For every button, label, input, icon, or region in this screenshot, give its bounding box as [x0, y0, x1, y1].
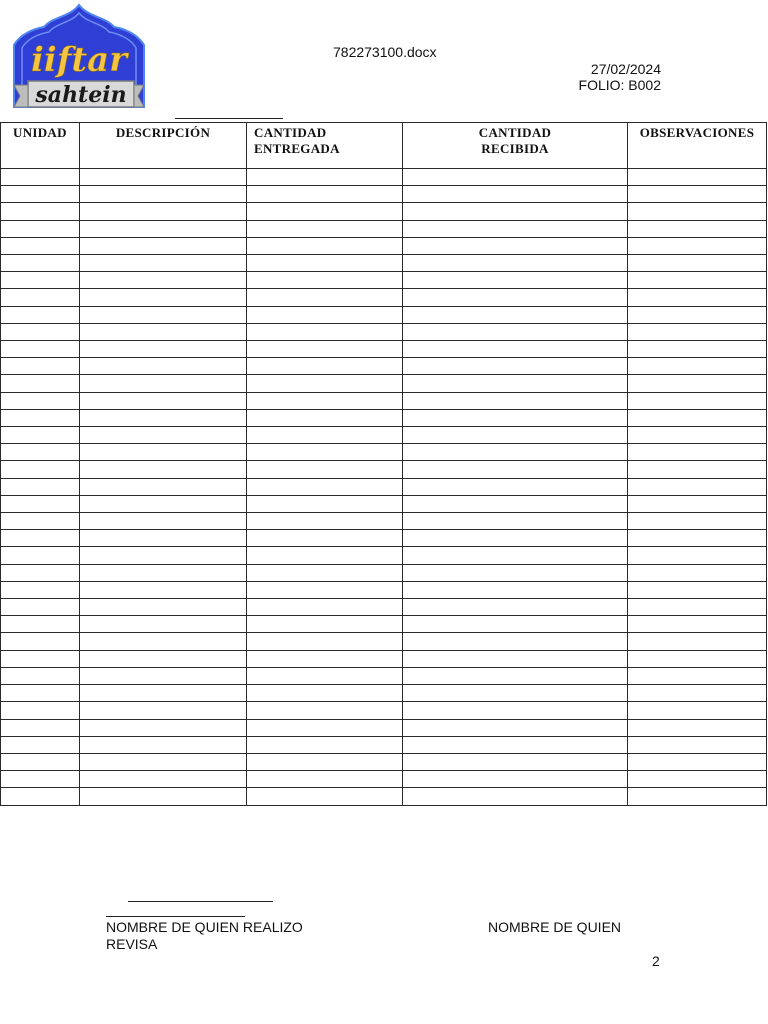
table-cell[interactable]	[247, 392, 403, 409]
table-cell[interactable]	[247, 341, 403, 358]
table-cell[interactable]	[80, 513, 247, 530]
table-cell[interactable]	[1, 169, 80, 186]
table-cell[interactable]	[403, 358, 628, 375]
table-cell[interactable]	[1, 220, 80, 237]
table-cell[interactable]	[1, 272, 80, 289]
table-cell[interactable]	[628, 186, 767, 203]
table-cell[interactable]	[80, 633, 247, 650]
table-cell[interactable]	[403, 667, 628, 684]
table-cell[interactable]	[80, 581, 247, 598]
table-cell[interactable]	[80, 702, 247, 719]
table-row	[1, 341, 767, 358]
table-cell[interactable]	[80, 255, 247, 272]
table-cell[interactable]	[1, 719, 80, 736]
column-header-cantidad-entregada: CANTIDAD ENTREGADA	[247, 123, 403, 169]
table-cell[interactable]	[247, 409, 403, 426]
table-row	[1, 323, 767, 340]
table-cell[interactable]	[247, 169, 403, 186]
table-cell[interactable]	[628, 306, 767, 323]
table-cell[interactable]	[1, 685, 80, 702]
table-cell[interactable]	[247, 375, 403, 392]
table-row	[1, 788, 767, 806]
table-cell[interactable]	[403, 272, 628, 289]
table-cell[interactable]	[628, 375, 767, 392]
table-cell[interactable]	[1, 392, 80, 409]
table-cell[interactable]	[1, 461, 80, 478]
table-cell[interactable]	[247, 633, 403, 650]
table-cell[interactable]	[247, 667, 403, 684]
table-cell[interactable]	[80, 409, 247, 426]
table-cell[interactable]	[1, 788, 80, 806]
table-cell[interactable]	[628, 650, 767, 667]
table-row	[1, 599, 767, 616]
table-cell[interactable]	[247, 581, 403, 598]
table-cell[interactable]	[628, 495, 767, 512]
table-cell[interactable]	[80, 564, 247, 581]
table-cell[interactable]	[247, 444, 403, 461]
table-row	[1, 220, 767, 237]
table-cell[interactable]	[628, 341, 767, 358]
column-header-descripcion: DESCRIPCIÓN	[80, 123, 247, 169]
table-cell[interactable]	[1, 375, 80, 392]
table-cell[interactable]	[628, 753, 767, 770]
table-cell[interactable]	[403, 255, 628, 272]
table-cell[interactable]	[247, 753, 403, 770]
table-cell[interactable]	[1, 753, 80, 770]
table-row	[1, 306, 767, 323]
table-cell[interactable]	[247, 530, 403, 547]
table-cell[interactable]	[1, 427, 80, 444]
table-cell[interactable]	[1, 633, 80, 650]
table-cell[interactable]	[403, 650, 628, 667]
table-cell[interactable]	[628, 323, 767, 340]
table-cell[interactable]	[80, 169, 247, 186]
table-cell[interactable]	[628, 616, 767, 633]
table-cell[interactable]	[403, 788, 628, 806]
table-cell[interactable]	[628, 633, 767, 650]
table-cell[interactable]	[403, 341, 628, 358]
table-row	[1, 495, 767, 512]
table-cell[interactable]	[80, 289, 247, 306]
table-cell[interactable]	[247, 547, 403, 564]
table-cell[interactable]	[628, 255, 767, 272]
table-cell[interactable]	[628, 564, 767, 581]
table-cell[interactable]	[628, 478, 767, 495]
table-cell[interactable]	[1, 581, 80, 598]
inventory-table	[0, 122, 767, 806]
table-cell[interactable]	[403, 323, 628, 340]
table-row	[1, 392, 767, 409]
table-cell[interactable]	[80, 771, 247, 788]
table-cell[interactable]	[628, 513, 767, 530]
table-cell[interactable]	[403, 203, 628, 220]
table-cell[interactable]	[403, 169, 628, 186]
table-row	[1, 650, 767, 667]
table-cell[interactable]	[247, 564, 403, 581]
table-cell[interactable]	[1, 323, 80, 340]
table-row	[1, 358, 767, 375]
table-cell[interactable]	[80, 272, 247, 289]
table-row	[1, 375, 767, 392]
table-cell[interactable]	[628, 771, 767, 788]
table-cell[interactable]	[1, 771, 80, 788]
table-cell[interactable]	[1, 255, 80, 272]
table-cell[interactable]	[247, 186, 403, 203]
table-cell[interactable]	[247, 616, 403, 633]
table-cell[interactable]	[80, 358, 247, 375]
table-cell[interactable]	[628, 203, 767, 220]
table-row	[1, 633, 767, 650]
table-cell[interactable]	[1, 736, 80, 753]
table-row	[1, 771, 767, 788]
table-cell[interactable]	[247, 495, 403, 512]
table-cell[interactable]	[1, 650, 80, 667]
table-cell[interactable]	[628, 220, 767, 237]
table-cell[interactable]	[628, 530, 767, 547]
table-cell[interactable]	[247, 306, 403, 323]
table-cell[interactable]	[247, 203, 403, 220]
table-cell[interactable]	[403, 375, 628, 392]
table-cell[interactable]	[247, 272, 403, 289]
table-cell[interactable]	[247, 702, 403, 719]
table-cell[interactable]	[1, 513, 80, 530]
table-cell[interactable]	[403, 736, 628, 753]
table-cell[interactable]	[403, 685, 628, 702]
signature-label-left: NOMBRE DE QUIEN REALIZO REVISA	[106, 919, 303, 952]
column-header-cantidad-recibida: CANTIDAD RECIBIDA	[403, 123, 628, 169]
table-cell[interactable]	[247, 427, 403, 444]
table-cell[interactable]	[403, 564, 628, 581]
table-row	[1, 237, 767, 254]
iftar-sahtein-logo	[10, 3, 148, 119]
table-cell[interactable]	[247, 255, 403, 272]
table-cell[interactable]	[80, 495, 247, 512]
table-row	[1, 616, 767, 633]
table-row	[1, 203, 767, 220]
table-cell[interactable]	[80, 478, 247, 495]
table-cell[interactable]	[247, 358, 403, 375]
table-cell[interactable]	[80, 220, 247, 237]
table-row	[1, 289, 767, 306]
table-cell[interactable]	[1, 495, 80, 512]
table-cell[interactable]	[403, 392, 628, 409]
table-cell[interactable]	[80, 392, 247, 409]
table-cell[interactable]	[247, 788, 403, 806]
table-cell[interactable]	[403, 444, 628, 461]
table-cell[interactable]	[80, 753, 247, 770]
table-cell[interactable]	[247, 599, 403, 616]
table-cell[interactable]	[403, 427, 628, 444]
table-cell[interactable]	[247, 323, 403, 340]
table-cell[interactable]	[628, 409, 767, 426]
table-cell[interactable]	[1, 444, 80, 461]
table-cell[interactable]	[80, 427, 247, 444]
column-header-unidad: UNIDAD	[1, 123, 80, 169]
table-cell[interactable]	[80, 650, 247, 667]
table-cell[interactable]	[1, 599, 80, 616]
table-cell[interactable]	[1, 409, 80, 426]
table-cell[interactable]	[1, 478, 80, 495]
document-folio: FOLIO: B002	[578, 77, 661, 93]
table-cell[interactable]	[628, 392, 767, 409]
table-cell[interactable]	[247, 771, 403, 788]
table-row	[1, 409, 767, 426]
table-header-row	[1, 123, 767, 169]
table-cell[interactable]	[403, 289, 628, 306]
table-row	[1, 564, 767, 581]
table-row	[1, 547, 767, 564]
document-date: 27/02/2024	[590, 61, 661, 77]
table-cell[interactable]	[247, 220, 403, 237]
table-cell[interactable]	[403, 581, 628, 598]
table-cell[interactable]	[1, 702, 80, 719]
table-row	[1, 427, 767, 444]
page-number: 2	[652, 953, 660, 969]
table-cell[interactable]	[1, 341, 80, 358]
table-cell[interactable]	[403, 461, 628, 478]
table-cell[interactable]	[247, 650, 403, 667]
table-cell[interactable]	[403, 513, 628, 530]
table-cell[interactable]	[80, 530, 247, 547]
signature-line-upper	[128, 901, 273, 902]
table-cell[interactable]	[403, 495, 628, 512]
table-row	[1, 186, 767, 203]
document-filename: 782273100.docx	[333, 44, 437, 60]
table-row	[1, 685, 767, 702]
table-cell[interactable]	[80, 685, 247, 702]
table-row	[1, 461, 767, 478]
table-cell[interactable]	[628, 444, 767, 461]
table-cell[interactable]	[247, 719, 403, 736]
table-cell[interactable]	[80, 547, 247, 564]
table-cell[interactable]	[247, 461, 403, 478]
table-cell[interactable]	[403, 633, 628, 650]
table-cell[interactable]	[1, 547, 80, 564]
table-cell[interactable]	[403, 547, 628, 564]
table-cell[interactable]	[80, 788, 247, 806]
table-cell[interactable]	[403, 719, 628, 736]
table-cell[interactable]	[247, 289, 403, 306]
table-row	[1, 581, 767, 598]
table-cell[interactable]	[628, 272, 767, 289]
table-cell[interactable]	[1, 530, 80, 547]
table-cell[interactable]	[628, 736, 767, 753]
table-cell[interactable]	[80, 237, 247, 254]
table-row	[1, 719, 767, 736]
column-header-observaciones: OBSERVACIONES	[628, 123, 767, 169]
table-cell[interactable]	[628, 169, 767, 186]
logo-text-line1: iiftar	[30, 40, 128, 80]
table-cell[interactable]	[1, 564, 80, 581]
table-cell[interactable]	[403, 478, 628, 495]
table-cell[interactable]	[628, 461, 767, 478]
header-rule	[175, 118, 283, 119]
table-cell[interactable]	[628, 358, 767, 375]
table-cell[interactable]	[403, 530, 628, 547]
table-row	[1, 753, 767, 770]
table-cell[interactable]	[403, 237, 628, 254]
table-cell[interactable]	[80, 444, 247, 461]
table-cell[interactable]	[1, 237, 80, 254]
table-cell[interactable]	[247, 478, 403, 495]
table-cell[interactable]	[80, 203, 247, 220]
table-row	[1, 667, 767, 684]
table-row	[1, 478, 767, 495]
table-cell[interactable]	[403, 771, 628, 788]
table-cell[interactable]	[1, 186, 80, 203]
table-cell[interactable]	[80, 461, 247, 478]
table-cell[interactable]	[628, 581, 767, 598]
table-cell[interactable]	[628, 237, 767, 254]
table-cell[interactable]	[1, 667, 80, 684]
table-cell[interactable]	[80, 186, 247, 203]
table-cell[interactable]	[1, 203, 80, 220]
table-cell[interactable]	[628, 599, 767, 616]
table-cell[interactable]	[403, 186, 628, 203]
table-cell[interactable]	[403, 306, 628, 323]
table-cell[interactable]	[1, 306, 80, 323]
table-cell[interactable]	[80, 375, 247, 392]
signature-line-lower	[106, 916, 245, 917]
table-cell[interactable]	[247, 513, 403, 530]
table-row	[1, 736, 767, 753]
signature-label-right: NOMBRE DE QUIEN	[488, 919, 622, 935]
table-cell[interactable]	[80, 341, 247, 358]
table-cell[interactable]	[1, 289, 80, 306]
table-cell[interactable]	[628, 427, 767, 444]
table-cell[interactable]	[628, 289, 767, 306]
table-cell[interactable]	[628, 547, 767, 564]
table-row	[1, 444, 767, 461]
table-row	[1, 272, 767, 289]
logo-text-line2: sahtein	[35, 82, 127, 108]
table-cell[interactable]	[1, 616, 80, 633]
table-cell[interactable]	[403, 599, 628, 616]
inventory-table-container	[0, 122, 766, 806]
table-cell[interactable]	[628, 719, 767, 736]
table-cell[interactable]	[1, 358, 80, 375]
table-cell[interactable]	[247, 685, 403, 702]
table-cell[interactable]	[628, 702, 767, 719]
table-cell[interactable]	[80, 736, 247, 753]
table-cell[interactable]	[403, 220, 628, 237]
table-cell[interactable]	[80, 323, 247, 340]
table-row	[1, 513, 767, 530]
table-cell[interactable]	[247, 237, 403, 254]
table-row	[1, 169, 767, 186]
table-cell[interactable]	[628, 685, 767, 702]
table-cell[interactable]	[628, 788, 767, 806]
table-cell[interactable]	[403, 616, 628, 633]
table-body	[1, 169, 767, 806]
table-cell[interactable]	[80, 306, 247, 323]
table-cell[interactable]	[80, 599, 247, 616]
table-row	[1, 255, 767, 272]
table-cell[interactable]	[403, 409, 628, 426]
table-cell[interactable]	[80, 616, 247, 633]
table-cell[interactable]	[628, 667, 767, 684]
table-row	[1, 530, 767, 547]
table-cell[interactable]	[80, 667, 247, 684]
table-cell[interactable]	[80, 719, 247, 736]
table-cell[interactable]	[403, 702, 628, 719]
table-cell[interactable]	[403, 753, 628, 770]
table-cell[interactable]	[247, 736, 403, 753]
table-row	[1, 702, 767, 719]
